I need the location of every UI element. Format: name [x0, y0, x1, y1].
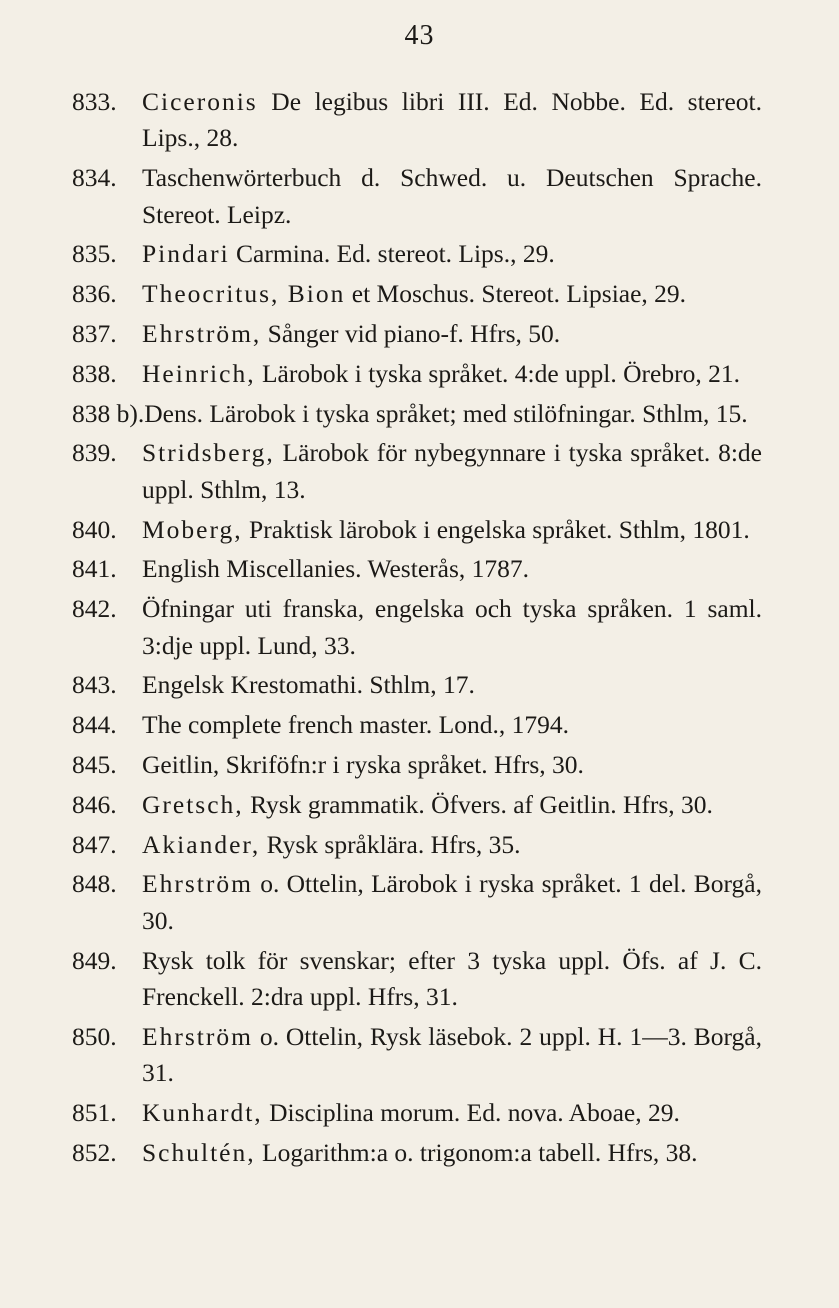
entry-description: English Miscellanies. Westerås, 1787. [142, 554, 529, 584]
list-item [72, 276, 762, 312]
entry-number: 839. [72, 438, 117, 468]
entry-description: o. Ottelin, Rysk läsebok. 2 uppl. H. 1—3. Borgå, 31. [142, 1021, 762, 1088]
entry-number: 850. [72, 1021, 117, 1051]
entry-description: Praktisk lärobok i engelska språket. Sthlm, 1801. [242, 514, 750, 544]
entry-text [142, 551, 762, 587]
list-item [72, 396, 762, 432]
entry-number: 834. [72, 163, 117, 193]
entry-number: 842. [72, 594, 117, 624]
entry-number: 838. [72, 358, 117, 388]
entry-description: Logarithm:a o. trigonom:a tabell. Hfrs, 38. [255, 1137, 698, 1167]
list-item [72, 84, 762, 157]
entry-text [142, 866, 762, 939]
entry-text [142, 236, 762, 272]
entry-number: 835. [72, 239, 117, 269]
entry-author: Theocritus, Bion [142, 279, 346, 309]
entry-text [142, 316, 762, 352]
entry-description: et Moschus. Stereot. Lipsiae, 29. [345, 279, 687, 309]
entry-author: Stridsberg, [142, 438, 275, 468]
entry-text [142, 1019, 762, 1092]
entry-description: Rysk språklära. Hfrs, 35. [260, 829, 521, 859]
page-number: 43 [404, 20, 435, 51]
entry-description: Rysk tolk för svenskar; efter 3 tyska uppl. Öfs. af J. C. Frenckell. 2:dra uppl. Hfrs, 31. [142, 945, 762, 1011]
entry-text [142, 160, 762, 233]
list-item [72, 160, 762, 233]
list-item [72, 236, 762, 272]
entry-text [142, 512, 762, 548]
entry-text [142, 435, 762, 508]
list-item [72, 827, 762, 863]
entry-author: Ehrström [142, 1021, 253, 1051]
entry-text [142, 1135, 762, 1171]
entry-number: 840. [72, 514, 117, 544]
entry-number: 849. [72, 945, 117, 975]
entry-description: Geitlin, Skriföfn:r i ryska språket. Hfrs, 30. [142, 749, 584, 779]
list-item [72, 512, 762, 548]
entry-description: Dens. Lärobok i tyska språket; med stilöfningar. Sthlm, 15. [144, 398, 748, 428]
list-item [72, 707, 762, 743]
entry-author: Akiander, [142, 829, 261, 859]
entry-number: 838 b). [72, 398, 145, 428]
entry-author: Ehrström [142, 869, 253, 899]
entry-number: 848. [72, 869, 117, 899]
list-item [72, 787, 762, 823]
entry-description: Taschenwörterbuch d. Schwed. u. Deutschen Sprache. Stereot. Leipz. [142, 163, 762, 229]
entry-author: Heinrich, [142, 358, 256, 388]
list-item [72, 316, 762, 352]
entry-number: 833. [72, 87, 117, 116]
entry-number: 845. [72, 749, 117, 779]
entry-description: Sånger vid piano-f. Hfrs, 50. [261, 319, 561, 348]
list-item [72, 943, 762, 1016]
list-item [72, 747, 762, 783]
list-item [72, 1019, 762, 1092]
entry-author: Pindari [142, 239, 230, 269]
entry-number: 852. [72, 1137, 117, 1167]
entry-description: Lärobok i tyska språket. 4:de uppl. Örebro, 21. [255, 358, 740, 388]
entry-text [142, 591, 762, 664]
entry-description: De legibus libri III. Ed. Nobbe. Ed. stereot. Lips., 28. [142, 87, 762, 153]
list-item [72, 551, 762, 587]
entry-number: 836. [72, 279, 117, 309]
entry-author: Ciceronis [142, 87, 258, 116]
entry-description: Carmina. Ed. stereot. Lips., 29. [229, 239, 555, 269]
list-item [72, 667, 762, 703]
entry-description: Rysk grammatik. Öfvers. af Geitlin. Hfrs, 30. [243, 789, 713, 819]
entry-description: Disciplina morum. Ed. nova. Aboae, 29. [262, 1097, 680, 1127]
entry-text [142, 747, 762, 783]
entry-author: Moberg, [142, 514, 243, 544]
entry-author: Gretsch, [142, 789, 244, 819]
entry-text [142, 943, 762, 1016]
list-item [72, 866, 762, 939]
entry-number: 847. [72, 829, 117, 859]
bibliography-list [72, 84, 762, 1175]
entry-text [142, 707, 762, 743]
entry-description: Engelsk Krestomathi. Sthlm, 17. [142, 670, 475, 700]
entry-author: Ehrström, [142, 319, 262, 348]
entry-text [142, 667, 762, 703]
entry-description: Öfningar uti franska, engelska och tyska språken. 1 saml. 3:dje uppl. Lund, 33. [142, 594, 762, 660]
entry-text [142, 276, 762, 312]
entry-text [142, 84, 762, 157]
entry-text [144, 396, 762, 432]
entry-author: Kunhardt, [142, 1097, 263, 1127]
entry-number: 846. [72, 789, 117, 819]
entry-description: Lärobok för nybegynnare i tyska språket. 8:de uppl. Sthlm, 13. [142, 438, 762, 504]
entry-author: Schultén, [142, 1137, 256, 1167]
list-item [72, 435, 762, 508]
entry-description: The complete french master. Lond., 1794. [142, 710, 569, 740]
entry-description: o. Ottelin, Lärobok i ryska språket. 1 del. Borgå, 30. [142, 869, 762, 935]
list-item [72, 591, 762, 664]
entry-number: 851. [72, 1097, 117, 1127]
list-item [72, 356, 762, 392]
entry-number: 837. [72, 319, 117, 348]
entry-text [142, 787, 762, 823]
list-item [72, 1095, 762, 1131]
list-item [72, 1135, 762, 1171]
entry-number: 844. [72, 710, 117, 740]
entry-text [142, 356, 762, 392]
entry-text [142, 827, 762, 863]
entry-number: 841. [72, 554, 117, 584]
entry-text [142, 1095, 762, 1131]
entry-number: 843. [72, 670, 117, 700]
